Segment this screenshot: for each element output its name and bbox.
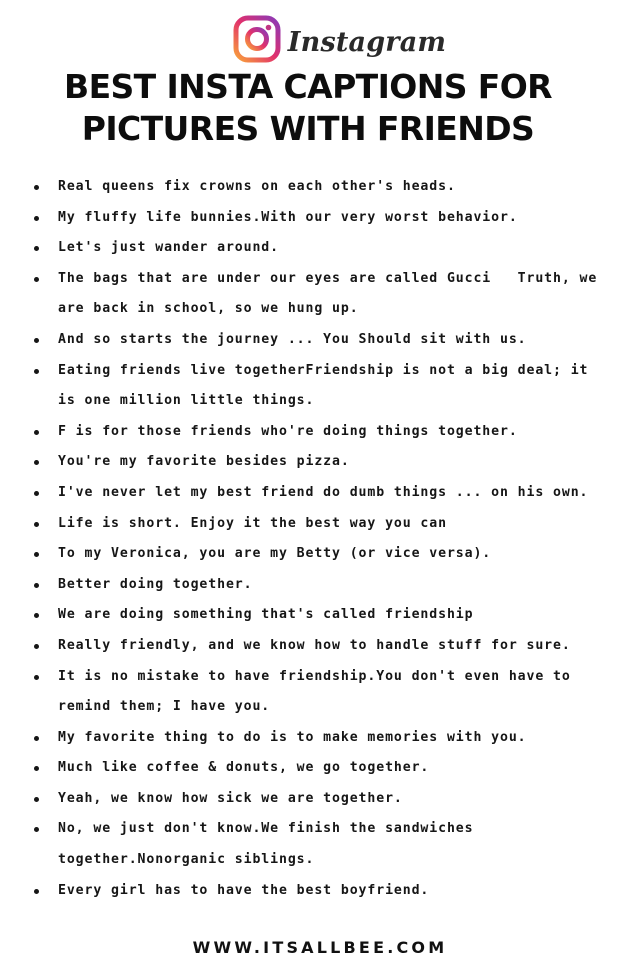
list-item: We are doing something that's called friendship [0,600,640,631]
list-item: No, we just don't know.We finish the sandwiches together.Nonorganic siblings. [0,814,640,875]
list-item: My fluffy life bunnies.With our very worst behavior. [0,203,640,234]
list-item: Let's just wander around. [0,233,640,264]
list-item: I've never let my best friend do dumb things ... on his own. [0,478,640,509]
list-item: You're my favorite besides pizza. [0,447,640,478]
instagram-logo-icon [232,14,282,64]
instagram-wordmark: Instagram [287,26,447,58]
list-item: Yeah, we know how sick we are together. [0,784,640,815]
caption-list [0,172,640,906]
list-item: Much like coffee & donuts, we go together. [0,753,640,784]
page-title [0,66,628,150]
list-item: To my Veronica, you are my Betty (or vice versa). [0,539,640,570]
list-item: My favorite thing to do is to make memories with you. [0,723,640,754]
list-item: Really friendly, and we know how to handle stuff for sure. [0,631,640,662]
title-line-2: PICTURES WITH FRIENDS [81,109,535,148]
brand-lockup [232,14,446,64]
list-item: Eating friends live togetherFriendship is not a big deal; it is one million little things. [0,356,640,417]
list-item: Better doing together. [0,570,640,601]
footer-url: WWW.ITSALLBEE.COM [192,938,448,957]
list-item: And so starts the journey ... You Should sit with us. [0,325,640,356]
list-item: F is for those friends who're doing things together. [0,417,640,448]
list-item: It is no mistake to have friendship.You don't even have to remind them; I have you. [0,662,640,723]
list-item: Real queens fix crowns on each other's heads. [0,172,640,203]
title-line-1: BEST INSTA CAPTIONS FOR [64,67,552,106]
list-item: Every girl has to have the best boyfriend. [0,876,640,907]
brand-header [0,12,640,66]
list-item: The bags that are under our eyes are called Gucci Truth, we are back in school, so we hung up. [0,264,640,325]
list-item: Life is short. Enjoy it the best way you can [0,509,640,540]
